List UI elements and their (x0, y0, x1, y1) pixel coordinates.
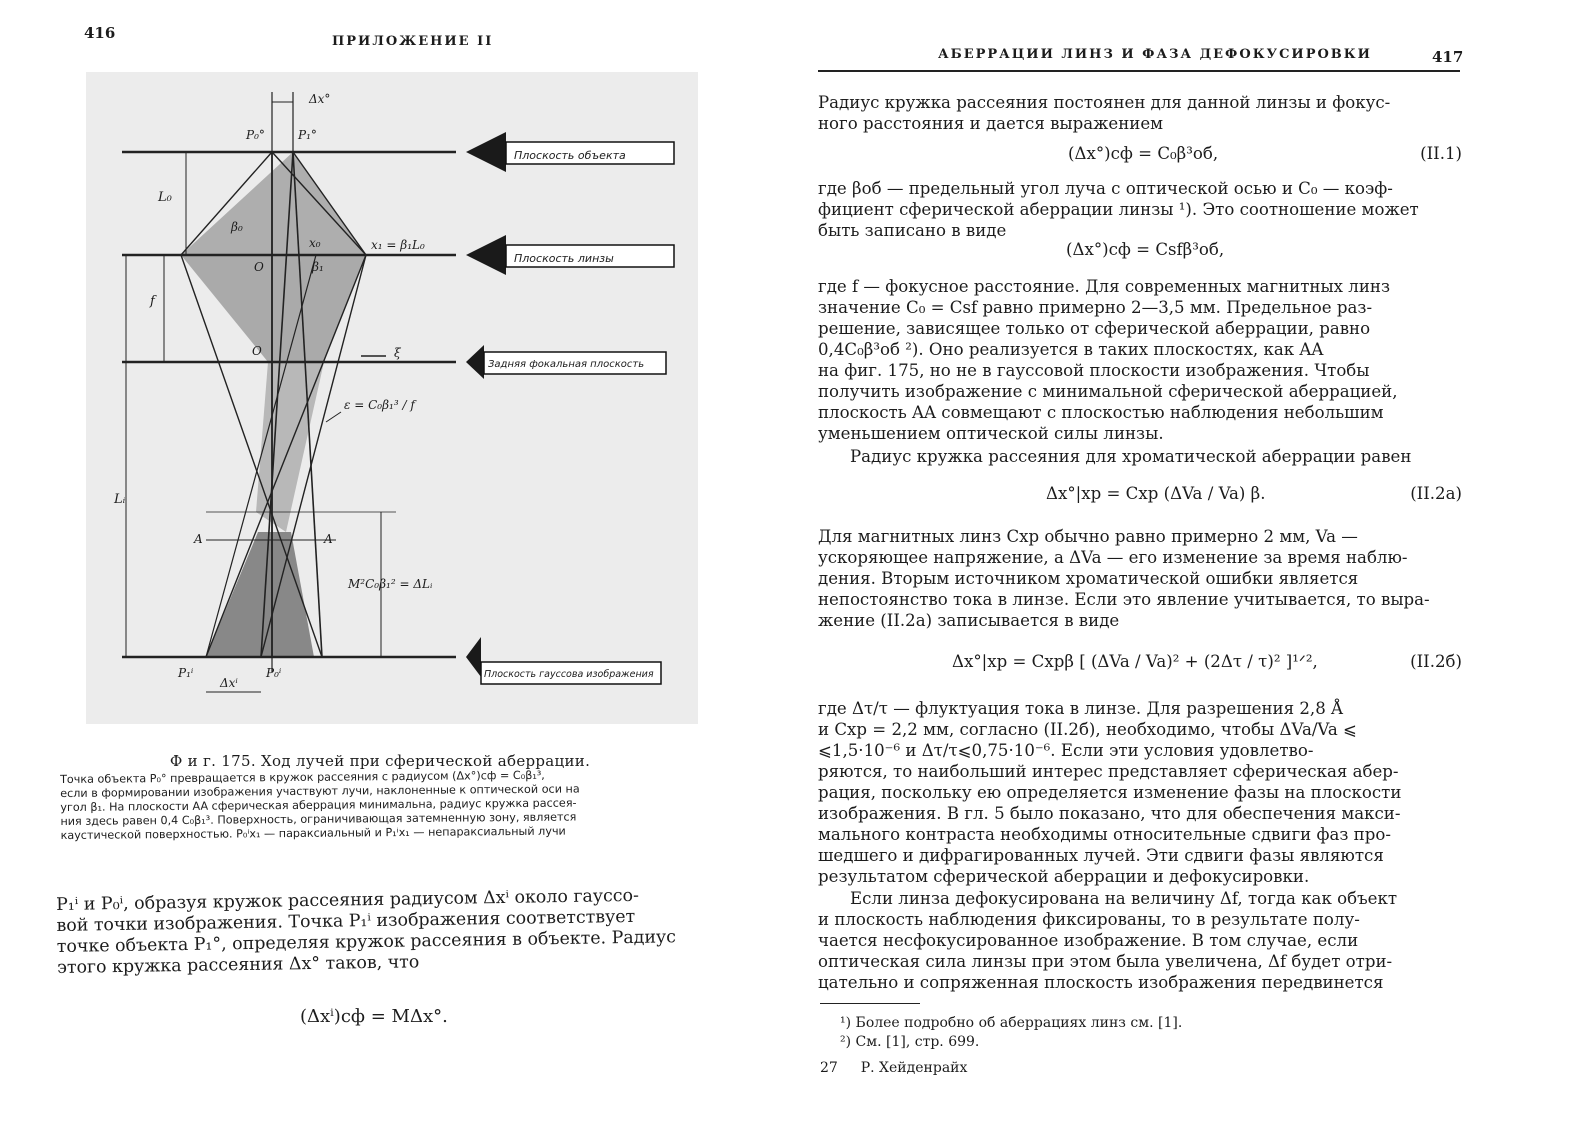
text-line: уменьшением оптической силы линзы. (818, 424, 1164, 443)
text-line: фициент сферической аберрации линзы ¹). Это соотношение может (818, 200, 1419, 219)
signature-number: 27 (820, 1060, 838, 1076)
text-line: изображения. В гл. 5 было показано, что для обеспечения макси- (818, 804, 1401, 823)
text-line: ряются, то наибольший интерес представляет сферическая абер- (818, 762, 1399, 781)
text-line: ускоряющее напряжение, а ΔVa — его изменение за время наблю- (818, 548, 1408, 567)
right-page-number: 417 (1432, 48, 1464, 66)
caption-line: каустической поверхностью. P₀ⁱx₁ — параксиальный и P₁ⁱx₁ — непараксиальный лучи (60, 824, 566, 842)
label-x0: x₀ (309, 236, 321, 250)
text-line: плоскость AA совмещают с плоскостью наблюдения небольшим (818, 403, 1384, 422)
signature-name: Р. Хейденрайх (860, 1060, 968, 1076)
left-running-head: ПРИЛОЖЕНИЕ II (332, 34, 494, 49)
para-1 (818, 92, 1462, 134)
label-a-left: A (194, 532, 203, 546)
text-line: ⩽1,5·10⁻⁶ и Δτ/τ⩽0,75·10⁻⁶. Если эти условия удовлетво- (818, 741, 1314, 760)
label-beta0: β₀ (231, 220, 243, 234)
left-body-text (56, 885, 702, 979)
figure-caption-title: Ф и г. 175. Ход лучей при сферической аберрации. (169, 752, 591, 770)
equation-ii2a-number: (II.2a) (1410, 484, 1462, 503)
left-equation: (Δxⁱ)сф = MΔx°. (300, 1006, 448, 1027)
text-line: 0,4C₀β³об ²). Оно реализуется в таких плоскостях, как AA (818, 340, 1324, 359)
text-line: решение, зависящее только от сферической аберрации, равно (818, 319, 1371, 338)
caption-line: Точка объекта P₀° превращается в кружок рассеяния с радиусом (Δx°)сф = C₀β₁³, (60, 768, 545, 786)
label-o-focal: O (252, 344, 262, 358)
arrow-label-lens-plane: Плоскость линзы (514, 252, 614, 265)
caption-line: угол β₁. На плоскости AA сферическая аберрация минимальна, радиус кружка рассея- (60, 796, 577, 814)
arrow-label-object-plane: Плоскость объекта (514, 149, 626, 162)
arrow-label-image-plane: Плоскость гауссова изображения (484, 669, 654, 680)
arrow-label-focal-plane: Задняя фокальная плоскость (488, 359, 645, 370)
text-line: быть записано в виде (818, 221, 1007, 240)
label-f: f (150, 294, 155, 309)
text-line: дения. Вторым источником хроматической ошибки является (818, 569, 1359, 588)
para-7 (818, 888, 1462, 993)
caption-line: если в формировании изображения участвуют лучи, наклоненные к оптической оси на (60, 782, 580, 800)
text-line: ного расстояния и дается выражением (818, 114, 1164, 133)
caption-line: ния здесь равен 0,4 C₀β₁³. Поверхность, ограничивающая затемненную зону, является (60, 810, 577, 828)
body-line: этого кружка рассеяния Δx° таков, что (56, 952, 420, 978)
epsilon-leader (326, 412, 341, 422)
label-dxi: Δxⁱ (220, 676, 238, 690)
body-line: вой точки изображения. Точка P₁ⁱ изображения соответствует (56, 906, 636, 936)
text-line: где βоб — предельный угол луча с оптической осью и C₀ — коэф- (818, 179, 1393, 198)
text-line: и Cхр = 2,2 мм, согласно (II.2б), необходимо, чтобы ΔVa/Va ⩽ (818, 720, 1357, 739)
text-line: Для магнитных линз Cхр обычно равно примерно 2 мм, Va — (818, 527, 1358, 546)
equation-ii2a: Δx°|хр = Cхр (ΔVa / Va) β. (1046, 484, 1266, 503)
left-page-number: 416 (84, 24, 116, 42)
label-l0: L₀ (158, 190, 172, 205)
upper-ray-cone (181, 152, 366, 255)
para-3 (818, 276, 1462, 444)
lens-to-focus-shade (181, 255, 366, 362)
label-p1i: P₁ⁱ (178, 666, 194, 680)
label-li: Lᵢ (114, 492, 126, 507)
label-xi: ξ (394, 346, 401, 360)
label-epsilon: ε = C₀β₁³ / f (344, 398, 415, 412)
footnote-1: ¹) Более подробно об аберрациях линз см. [1]. (840, 1015, 1183, 1031)
text-line: Если линза дефокусирована на величину Δf, тогда как объект (850, 889, 1398, 908)
text-line: Радиус кружка рассеяния постоянен для данной линзы и фокус- (818, 93, 1391, 112)
para-5 (818, 526, 1462, 631)
text-line: где Δτ/τ — флуктуация тока в линзе. Для разрешения 2,8 Å (818, 699, 1344, 718)
equation-2: (Δx°)сф = Csfβ³об, (1066, 240, 1225, 259)
text-line: рация, поскольку ею определяется изменение фазы на плоскости (818, 783, 1402, 802)
figure-175 (86, 72, 698, 724)
label-o-lens: O (254, 260, 264, 274)
label-delta-x0: Δx° (309, 92, 331, 106)
lower-caustic-shade (206, 532, 314, 657)
label-delta-li: M²C₀β₁² = ΔLᵢ (348, 577, 433, 591)
text-line: непостоянство тока в линзе. Если это явление учитывается, то выра- (818, 590, 1430, 609)
label-a-right: A (324, 532, 333, 546)
para-6 (818, 698, 1462, 887)
equation-ii2b: Δx°|хр = Cхрβ [ (ΔVa / Va)² + (2Δτ / τ)² ]¹ᐟ², (952, 652, 1318, 671)
equation-ii2b-number: (II.2б) (1410, 652, 1462, 671)
equation-ii1-number: (II.1) (1420, 144, 1462, 163)
footnote-2: ²) См. [1], стр. 699. (840, 1034, 980, 1050)
text-line: оптическая сила линзы при этом была увеличена, Δf будет отри- (818, 952, 1393, 971)
header-rule (818, 70, 1460, 72)
text-line: где f — фокусное расстояние. Для современных магнитных линз (818, 277, 1391, 296)
body-line: P₁ⁱ и P₀ⁱ, образуя кружок рассеяния радиусом Δxⁱ около гауссо- (56, 885, 640, 915)
text-line: на фиг. 175, но не в гауссовой плоскости изображения. Чтобы (818, 361, 1370, 380)
text-line: получить изображение с минимальной сферической аберрацией, (818, 382, 1398, 401)
body-line: точке объекта P₁°, определяя кружок рассеяния в объекте. Радиус (56, 927, 677, 957)
text-line: и плоскость наблюдения фиксированы, то в результате полу- (818, 910, 1360, 929)
figure-caption-body (60, 767, 701, 843)
label-beta1: β₁ (312, 260, 324, 274)
footnote-rule (820, 1003, 920, 1004)
text-line: значение C₀ = Csf равно примерно 2—3,5 мм. Предельное раз- (818, 298, 1373, 317)
text-line: цательно и сопряженная плоскость изображения передвинется (818, 973, 1384, 992)
text-line: мального контраста необходимы относительные сдвиги фаз про- (818, 825, 1391, 844)
label-x1-formula: x₁ = β₁L₀ (371, 238, 425, 252)
label-p0: P₀° (246, 128, 265, 142)
para-2 (818, 178, 1462, 241)
text-line: результатом сферической аберрации и дефокусировки. (818, 867, 1310, 886)
signature (820, 1060, 967, 1076)
label-p0i: P₀ⁱ (266, 666, 282, 680)
text-line: чается несфокусированное изображение. В том случае, если (818, 931, 1359, 950)
text-line: шедшего и дифрагированных лучей. Эти сдвиги фазы являются (818, 846, 1384, 865)
text-line: Радиус кружка рассеяния для хроматической аберрации равен (850, 447, 1412, 466)
text-line: жение (II.2a) записывается в виде (818, 611, 1120, 630)
para-4 (818, 446, 1462, 467)
right-running-head: АБЕРРАЦИИ ЛИНЗ И ФАЗА ДЕФОКУСИРОВКИ (938, 47, 1372, 62)
label-p1: P₁° (298, 128, 317, 142)
equation-ii1: (Δx°)сф = C₀β³об, (1068, 144, 1219, 163)
